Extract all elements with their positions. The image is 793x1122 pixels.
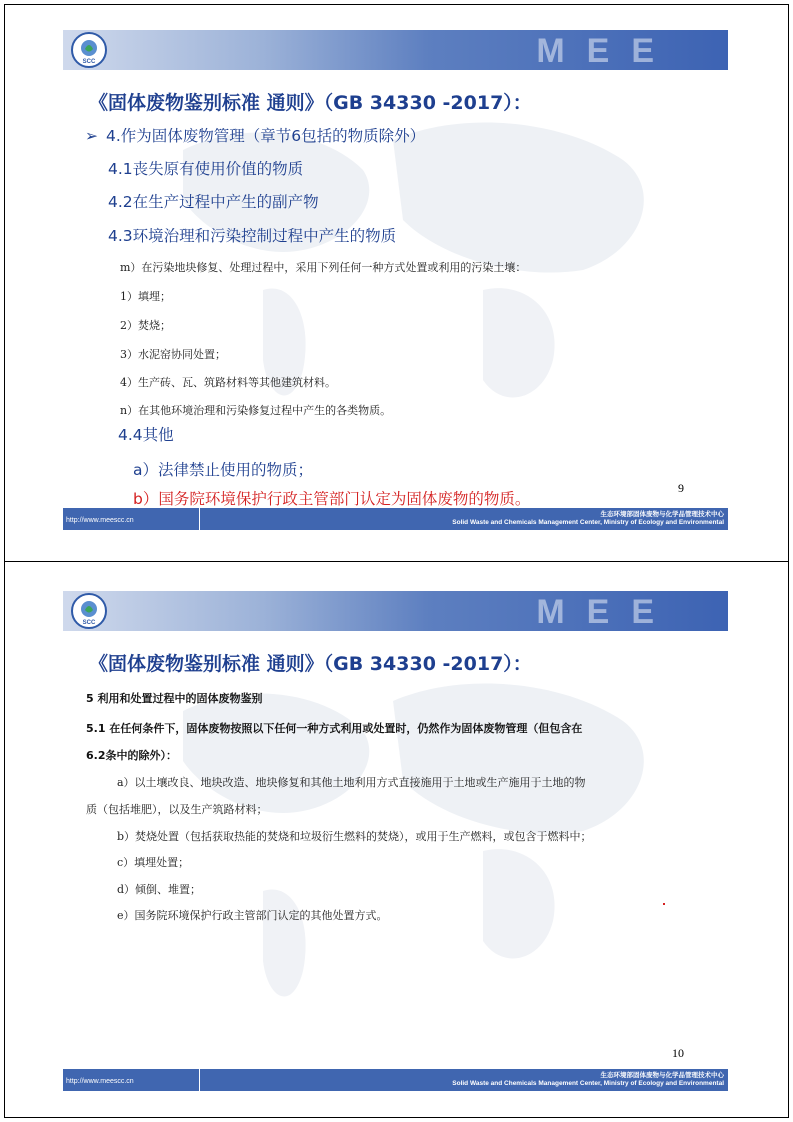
header-bar <box>63 30 728 70</box>
item-4-3: 4.3环境治理和污染控制过程中产生的物质 <box>108 227 397 245</box>
item-4-1: 4.1丧失原有使用价值的物质 <box>108 160 304 178</box>
red-dot-mark <box>663 903 665 905</box>
mee-brand: MEE <box>536 32 676 70</box>
subitem-3: 3）水泥窑协同处置； <box>120 348 226 361</box>
item-4-4-a: a）法律禁止使用的物质； <box>133 461 313 479</box>
clause-e: e）国务院环境保护行政主管部门认定的其他处置方式。 <box>117 909 388 922</box>
page-number: 9 <box>678 481 684 495</box>
subitem-n: n）在其他环境治理和污染修复过程中产生的各类物质。 <box>120 404 392 417</box>
scc-logo-icon <box>71 32 107 68</box>
item-4-2: 4.2在生产过程中产生的副产物 <box>108 193 319 211</box>
subitem-4: 4）生产砖、瓦、筑路材料等其他建筑材料。 <box>120 376 336 389</box>
section-5-1-line2: 6.2条中的除外）： <box>86 749 177 762</box>
clause-c: c）填埋处置； <box>117 856 190 869</box>
heading-bullet <box>85 124 425 146</box>
mee-brand: MEE <box>536 593 676 631</box>
subitem-1: 1）填埋； <box>120 290 171 303</box>
section-5-1-line1: 5.1 在任何条件下，固体废物按照以下任何一种方式利用或处置时，仍然作为固体废物管理（但包含在 <box>86 722 583 735</box>
footer-url[interactable]: http://www.meescc.cn <box>66 1078 134 1085</box>
footer-org-cn: 生态环境部固体废物与化学品管理技术中心 <box>600 1071 724 1079</box>
footer-url[interactable]: http://www.meescc.cn <box>66 517 134 524</box>
slide-title: 《固体废物鉴别标准 通则》（GB 34330 -2017）： <box>89 92 532 114</box>
footer-bar <box>63 508 728 530</box>
logo-text: SCC <box>82 59 96 65</box>
footer-org-en: Solid Waste and Chemicals Management Center, Ministry of Ecology and Environmental <box>452 519 724 526</box>
arrow-bullet-icon: ➢ <box>85 127 98 145</box>
slide-title: 《固体废物鉴别标准 通则》（GB 34330 -2017）： <box>89 653 532 675</box>
footer-separator <box>199 508 200 530</box>
section-5-heading: 5 利用和处置过程中的固体废物鉴别 <box>86 692 263 705</box>
footer-org-cn: 生态环境部固体废物与化学品管理技术中心 <box>600 510 724 518</box>
clause-b: b）焚烧处置（包括获取热能的焚烧和垃圾衍生燃料的焚烧），或用于生产燃料，或包含于燃料中； <box>117 830 592 843</box>
scc-logo-icon <box>71 593 107 629</box>
slide-10 <box>63 591 728 1091</box>
page-divider <box>4 561 789 562</box>
logo-text: SCC <box>82 620 96 626</box>
subitem-m: m）在污染地块修复、处理过程中，采用下列任何一种方式处置或利用的污染土壤： <box>120 261 527 274</box>
clause-a-line2: 质（包括堆肥），以及生产筑路材料； <box>86 803 268 816</box>
subitem-2: 2）焚烧； <box>120 319 171 332</box>
slide-9 <box>63 30 728 530</box>
header-bar <box>63 591 728 631</box>
footer-bar <box>63 1069 728 1091</box>
heading-text: 4.作为固体废物管理（章节6包括的物质除外） <box>106 127 426 145</box>
clause-d: d）倾倒、堆置； <box>117 883 202 896</box>
item-4-4: 4.4其他 <box>118 426 174 444</box>
footer-separator <box>199 1069 200 1091</box>
footer-org-en: Solid Waste and Chemicals Management Center, Ministry of Ecology and Environmental <box>452 1080 724 1087</box>
clause-a-line1: a）以土壤改良、地块改造、地块修复和其他土地利用方式直接施用于土地或生产施用于土地的物 <box>117 776 586 789</box>
page-number: 10 <box>672 1046 684 1060</box>
item-4-4-b: b）国务院环境保护行政主管部门认定为固体废物的物质。 <box>133 490 531 508</box>
